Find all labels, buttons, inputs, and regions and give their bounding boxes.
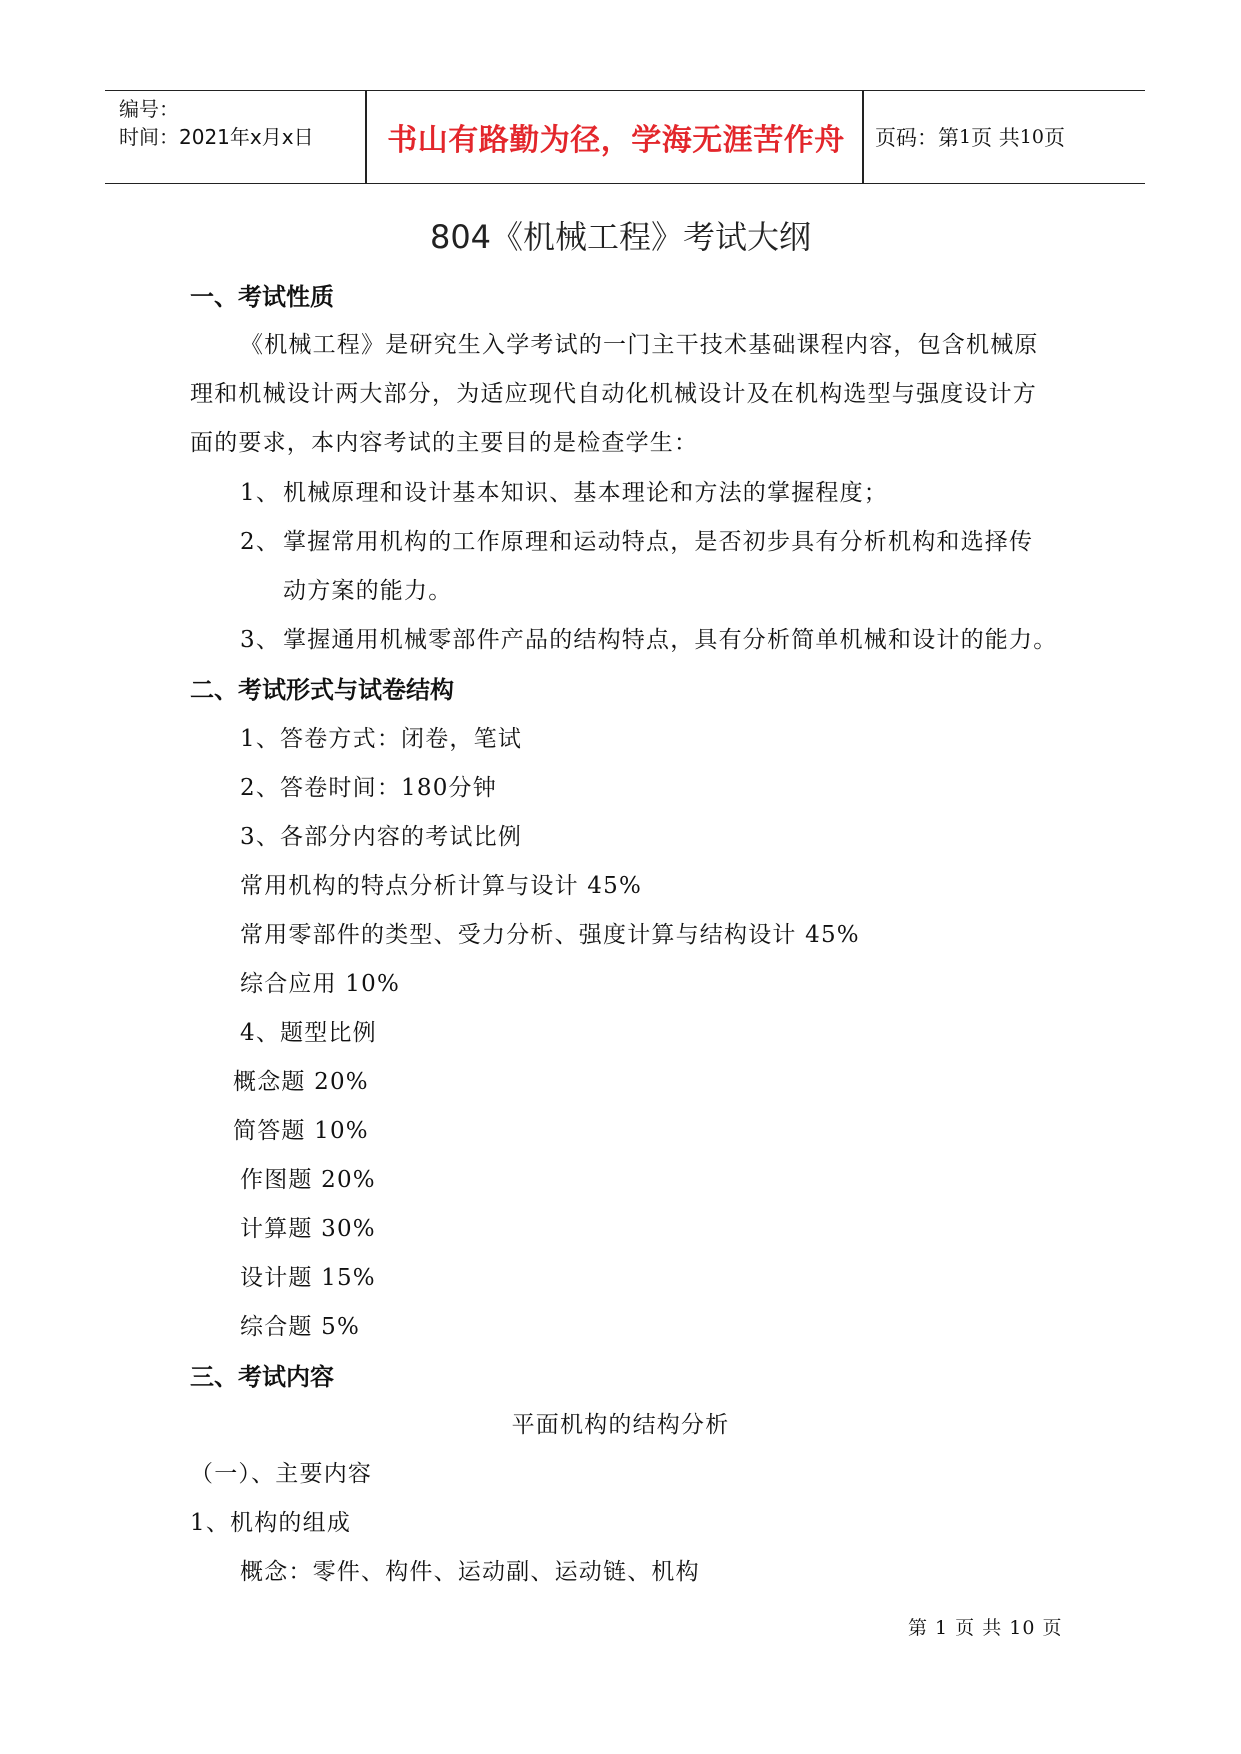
section3-line: 概念：零件、构件、运动副、运动链、机构 xyxy=(240,1559,700,1585)
section1-item-text: 动方案的能力。 xyxy=(283,578,453,604)
section2-line: 3、各部分内容的考试比例 xyxy=(240,824,523,850)
header-meta xyxy=(119,95,314,151)
section1-item-num: 3、 xyxy=(240,627,281,653)
section2-line: 设计题 15% xyxy=(240,1265,376,1291)
page-current: 1 xyxy=(959,126,972,148)
header-motto: 书山有路勤为径，学海无涯苦作舟 xyxy=(387,123,845,158)
section1-heading: 一、考试性质 xyxy=(190,283,334,311)
section1-item-num: 2、 xyxy=(240,529,281,555)
section3-line: （一）、主要内容 xyxy=(190,1461,373,1487)
section3-heading: 三、考试内容 xyxy=(190,1363,334,1391)
page-prefix: 页码：第 xyxy=(875,126,959,150)
section2-line: 计算题 30% xyxy=(240,1216,376,1242)
section2-line: 简答题 10% xyxy=(233,1118,369,1144)
section1-para-line: 《机械工程》是研究生入学考试的一门主干技术基础课程内容，包含机械原 xyxy=(240,332,1039,358)
section2-line: 2、答卷时间：180分钟 xyxy=(240,775,497,801)
section3-line: 1、机构的组成 xyxy=(190,1510,352,1536)
section2-line: 综合应用 10% xyxy=(240,971,401,997)
time-label: 时间：2021年x月x日 xyxy=(119,125,314,149)
document-title: 804《机械工程》考试大纲 xyxy=(429,218,812,256)
section1-para-line: 理和机械设计两大部分，为适应现代自动化机械设计及在机构选型与强度设计方 xyxy=(190,381,1037,407)
header-divider-right xyxy=(862,91,864,183)
section1-para-line: 面的要求，本内容考试的主要目的是检查学生： xyxy=(190,430,699,456)
page-total: 10 xyxy=(1019,126,1044,148)
header-divider-left xyxy=(365,91,367,183)
page-mid: 页 共 xyxy=(971,126,1020,150)
section1-item-num: 1、 xyxy=(240,480,281,506)
section2-line: 概念题 20% xyxy=(233,1069,369,1095)
section2-line: 常用机构的特点分析计算与设计 45% xyxy=(240,873,643,899)
section2-line: 4、题型比例 xyxy=(240,1020,377,1046)
number-label: 编号： xyxy=(119,97,179,121)
section3-subtitle: 平面机构的结构分析 xyxy=(511,1412,730,1438)
section1-item-text: 掌握常用机构的工作原理和运动特点，是否初步具有分析机构和选择传 xyxy=(283,529,1034,555)
section2-heading: 二、考试形式与试卷结构 xyxy=(190,676,454,704)
section2-line: 常用零部件的类型、受力分析、强度计算与结构设计 45% xyxy=(240,922,860,948)
header-table xyxy=(105,90,1145,184)
header-page-info xyxy=(875,91,1065,183)
section2-line: 综合题 5% xyxy=(240,1314,360,1340)
section2-line: 作图题 20% xyxy=(240,1167,376,1193)
section1-item-text: 机械原理和设计基本知识、基本理论和方法的掌握程度； xyxy=(283,480,888,506)
section1-item-text: 掌握通用机械零部件产品的结构特点，具有分析简单机械和设计的能力。 xyxy=(283,627,1058,653)
section2-line: 1、答卷方式：闭卷，笔试 xyxy=(240,726,523,752)
page-footer: 第 1 页 共 10 页 xyxy=(908,1617,1063,1639)
page-suffix: 页 xyxy=(1043,126,1065,150)
